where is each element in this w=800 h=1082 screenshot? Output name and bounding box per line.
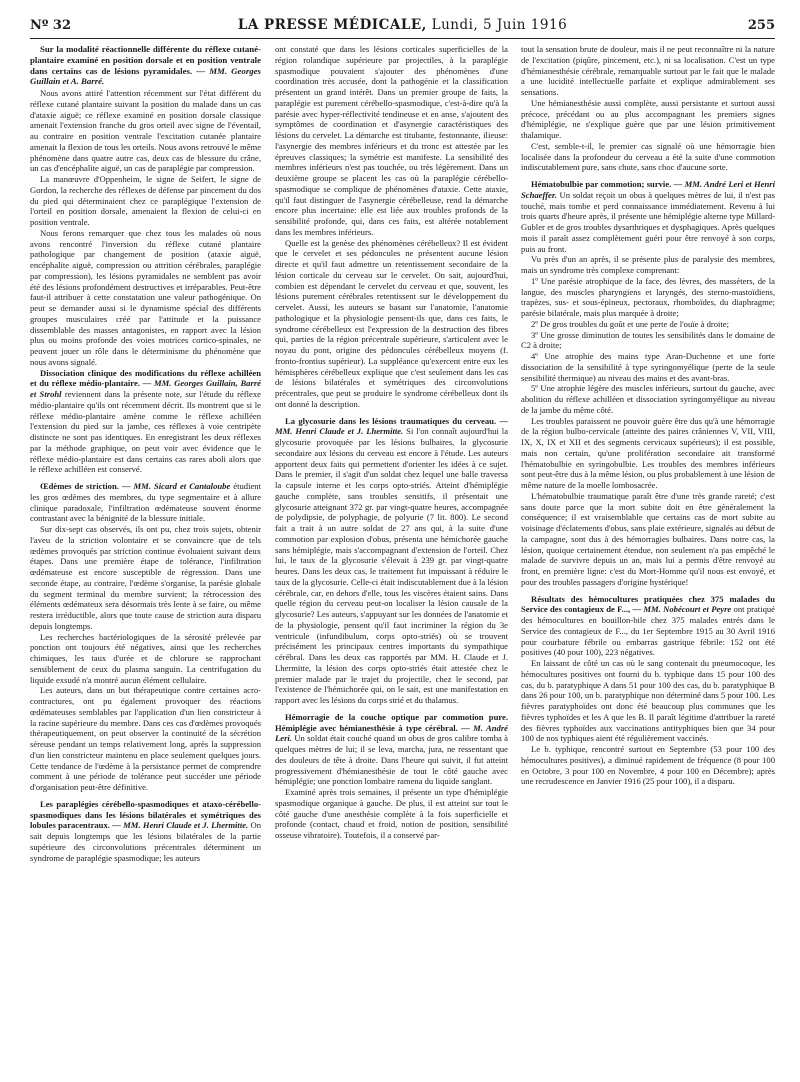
paragraph: L'hématobulbie traumatique paraît être d'une très grande rareté; c'est sans doute parce que la mort subite doit en être généralement la conséquence; il est vraisemblable que certains cas de mort subite au voisinage d'éclatements d'obus, sans plaie extérieure, signalés au début de la campagne, sont dus à des hémorragies bulbaires. Dans notre cas, la lésion, quoique certainement étendue, non seulement n'a pas empêché le malade de survivre depuis un an, mais lui a permis d'être renvoyé au front, en première ligne: c'est du Mort-Homme qu'il nous est envoyé, et pour des troubles passagers d'origine hystérique! bbox=[521, 490, 775, 587]
article-authors: MM. Georges Guillain, Barré et Strohl bbox=[30, 378, 261, 399]
list-item: 5º Une atrophie légère des muscles inférieurs, surtout du gauche, avec abolition du réflexe achilléen et dissociation syringomyélique au niveau de la jambe du même côté. bbox=[521, 383, 775, 415]
paragraph: Nous avons attiré l'attention récemment sur l'état différent du réflexe cutané plantaire suivant la position du malade dans un cas d'ataxie aiguë; ce réflexe examiné en position dorsale classique amenait l'extension franche du gros orteil avec signe de l'éventail, au contraire en position ventrale l'excitation cutanée plantaire amenait la flexion de tous les orteils. Nous avons retrouvé le même phénomène dans quatre autre cas, deux cas de blessure du crâne, un cas d'encéphalite aiguë, un cas de paraplégie par compression. bbox=[30, 88, 261, 174]
paragraph: En laissant de côté un cas où le sang contenait du pneumocoque, les hémocultures positives ont fourni du b. typhique dans 15 pour 100 des cas, du b. paratyphique A dans 51 pour 100 des cas, du b. paratyphique B dans 26 pour 100, un b. paratyphique non déterminé dans 5 pour 100. Les fièvres paratyphoïdes ont donc été beaucoup plus communes que les fièvres typhoïdes et les A que les B. Il paraît légitime d'attribuer la rareté des fièvres typhoïdes aux vaccinations antityphiques bien que 34 pour 100 de nos typhiques aient été régulièrement vaccinés. bbox=[521, 658, 775, 744]
article-lead-paragraph bbox=[521, 179, 775, 254]
article-lead-paragraph bbox=[30, 799, 261, 864]
page-header bbox=[30, 16, 775, 39]
running-title bbox=[30, 17, 775, 33]
paragraph-text: Si l'on connaît aujourd'hui la glycosurie provoquée par les lésions bulbaires, la glycosurie secondaire aux lésions du cerveau est encore à l'étude. Les auteurs apportent deux faits qui permettent d'orienter les idées à ce sujet. Dans le premier, il s'agit d'un soldat chez lequel une balle traversa la capsule interne et les corps opto-striés. Atteint d'hémiplégie gauche complète, sans troubles sensitifs, il présentait une glycosurie atteignant 372 gr. par vingt-quatre heures, accompagnée de polydipsie, de polyphagie, de polyurie (7 lit. 800). Le second fait a trait à un autre soldat de 27 ans qui, à la suite d'une commotion par explosion d'obus, présenta une hémichorée gauche sans hémiplégie, mais s'accompagnant d'extension de l'orteil. Chez lui, le taux de la glycosurie s'élevait à 239 gr. par vingt-quatre heures. Dans les deux cas, le traitement fut impuissant à réduire le taux de la glycosurie. Celle-ci était indiscutablement due à la lésion cérébrale, car, en dehors d'elle, tous les viscères étaient sains. Dans quelle région du cerveau peut-on localiser la lésion causale de la glycosurie? Les auteurs, s'appuyant sur les données de l'anatomie et de la physiologie, pensent qu'il faut incriminer la région du 3e ventricule (infundibulum, corps opto-striés) où se trouvent précisément les principaux centres importants du sympathique cérébral. Dans les deux cas rapportés par MM. H. Claude et J. Lhermitte, la lésion des corps opto-striés était attestée chez le premier malade par le trajet du projectile, chez le second, par l'existence de l'hémichorée qui, on le sait, est une manifestation en rapport avec les lésions du corps strié et du thalamus. bbox=[275, 426, 508, 705]
paragraph-text: Un soldat reçoit un obus à quelques mètres de lui, il n'est pas touché, mais tombe et perd connaissance immédiatement. Revenu à lui trois quarts d'heure après, il présente une hémiplégie alterne type Millard-Gubler et de gros troubles dysarthriques et dysphagiques. Après quelques mois il paraît assez complètement guéri pour être renvoyé à son corps, puis au front. bbox=[521, 189, 775, 254]
paragraph: Nous ferons remarquer que chez tous les malades où nous avons rencontré l'inversion du réflexe cutané plantaire pathologique par changement de position (ataxie aiguë, encéphalite aiguë, compression ou attrition cérébrales, paraplégie par compression), les lésions pyramidales ne semblent pas avoir été des lésions profondément destructives et irréparables. Peut-être faut-il attribuer à cette constatation une valeur pathogénique. On peut se demander aussi si le dynamisme spécial des différents groupes musculaires créé par l'attitude et la puissance dissemblable des masses antagonistes, en rapport avec la lésion plus ou moins profonde des voies motrices cortico-spinales, ne peuvent jouer un rôle dans le déterminisme du phénomène que nous avons signalé. bbox=[30, 227, 261, 367]
paragraph: Sur dix-sept cas observés, ils ont pu, chez trois sujets, obtenir l'aveu de la striction volontaire et se convaincre que de tels œdèmes provoqués par striction continue évoluaient suivant deux étapes. Dans une première étape de tolérance, l'infiltration œdémateuse est encore susceptible de régression. Dans une seconde étape, au contraire, l'œdème s'organise, la parésie globale du segment terminal du membre survient; la rétrocession des éléments œdémateux sera désormais très lente à se faire, ou même restera irréductible, alors que toute cause de striction aura disparu depuis longtemps. bbox=[30, 524, 261, 631]
journal-name: LA PRESSE MÉDICALE, bbox=[237, 17, 427, 33]
paragraph: Une hémianesthésie aussi complète, aussi persistante et surtout aussi précoce, précédant ou au plus accompagnant les premiers signes d'hémiplégie, ne s'explique guère que par une lésion primitivement thalamique. bbox=[521, 97, 775, 140]
article-authors: MM. Nobécourt et Peyre bbox=[643, 604, 732, 615]
paragraph-text: On sait depuis longtemps que les lésions bilatérales de la partie supérieure des circonvolutions précentrales déterminent un syndrome de paraplégie spasmodique; les auteurs bbox=[30, 820, 261, 863]
column-3 bbox=[521, 44, 775, 1074]
issue-date: Lundi, 5 Juin 1916 bbox=[431, 17, 568, 33]
list-item: 1º Une parésie atrophique de la face, des lèvres, des masséters, de la langue, des muscles pharyngiens et laryngés, des sterno-mastoïdiens, trapèzes, sus- et sous-épineux, pectoraux, rhomboïdes, du diaphragme; parésie bilatérale, mais plus marquée à droite; bbox=[521, 275, 775, 318]
article-authors: MM. André Leri et Henri Schaeffer. bbox=[521, 179, 775, 200]
article-lead-paragraph bbox=[30, 481, 261, 524]
paragraph-text: ont pratiqué des hémocultures en bouillon-bile chez 375 malades entrés dans le Service des contagieux de F..., du 1er Septembre 1915 au 30 Avril 1916 pour courbature fébrile ou embarras gastrique fébrile: 152 ont été positives (40 pour 100), 223 négatives. bbox=[521, 604, 775, 658]
list-item: 2º De gros troubles du goût et une perte de l'ouïe à droite; bbox=[531, 318, 729, 329]
column-1 bbox=[30, 44, 261, 1074]
paragraph: Les troubles paraissent ne pouvoir guère être dus qu'à une hémorragie de la région bulbo-cervicale (atteinte des paires crâniennes V, VII, VIII, IX, X, IX et XII et des segments cervicaux supérieurs); il est possible, mais non certain, qu'une prolifération secondaire ait transformé l'hématobulbie en syringobulbie. Les troubles des membres inférieurs sont peut-être dus à la même lésion, ou plus probablement à une lésion de même nature de la moelle lombosacrée. bbox=[521, 415, 775, 490]
page-number: 255 bbox=[747, 18, 775, 33]
paragraph: tout la sensation brute de douleur, mais il ne peut reconnaître ni la nature de l'excitation (piqûre, pincement, etc.), ni sa localisation. C'est un type d'hémianesthésie cérébrale, remarquable surtout par le fait que le malade a une lucidité intellectuelle parfaite et explique admirablement ses sensations. bbox=[521, 44, 775, 97]
article-authors: MM. Henri Claude et J. Lhermitte. bbox=[275, 426, 404, 437]
article-title: Hématobulbie par commotion; survie. — bbox=[531, 179, 685, 189]
paragraph-text: reviennent dans la présente note, sur l'étude du réflexe médio-plantaire qu'ils ont récemment décrit. Ils montrent que si le réflexe médio-plantaire amène comme le réflexe achilléen l'extension du pied sur la jambe, ces réflexes à voie centripète distincte ne sont pas identiques. En enregistrant les deux réflexes par la méthode graphique, on peut voir avec évidence que le réflexe médio-plantaire est dans certains cas rares aboli alors que le réflexe achilléen est conservé. bbox=[30, 389, 261, 475]
list-item: 4º Une atrophie des mains type Aran-Duchenne et une forte dissociation de la sensibilité à type syringomyélique (perte de la seule sensibilité thermique) au niveau des mains et des avant-bras. bbox=[521, 351, 775, 383]
article-authors: MM. Georges Guillain et A. Barré. bbox=[30, 65, 261, 87]
article-heading bbox=[30, 44, 261, 87]
article-title: Les paraplégies cérébello-spasmodiques et ataxo-cérébello-spasmodiques dans les lésions bilatérales et symétriques des lobules paracentraux. — bbox=[30, 798, 261, 831]
paragraph: Examiné après trois semaines, il présente un type d'hémiplégie spasmodique organique à gauche. De plus, il est atteint sur tout le côté gauche d'une anesthésie complète à la fois superficielle et profonde (contact, chaud et froid, notion de position, sensibilité osseuse vibratoire). Toutefois, il a conservé par- bbox=[275, 787, 508, 840]
article-title: Hémorragie de la couche optique par commotion pure. Hémiplégie avec hémianesthésie à type cérébral. — bbox=[275, 711, 508, 733]
article-lead-paragraph bbox=[521, 594, 775, 659]
article-title: Sur la modalité réactionnelle différente du réflexe cutané-plantaire examiné en position dorsale et en position ventrale dans certains cas de lésions pyramidales. — bbox=[30, 44, 261, 76]
paragraph: Le b. typhique, rencontré surtout en Septembre (53 pour 100 des hémocultures positives), a diminué rapidement de fréquence (8 pour 100 en Octobre, 3 pour 100 en Novembre, 4 pour 100 en Décembre); après une recrudescence en Janvier 1916 (25 pour 100), il a disparu. bbox=[521, 744, 775, 787]
paragraph: Les recherches bactériologiques de la sérosité prélevée par ponction ont toujours été négatives, ainsi que les recherches chimiques, les taux d'urée et de chlorure se rapprochant sensiblement de ceux du plasma sanguin. La centrifugation du liquide exsudé n'a montré aucun élément cellulaire. bbox=[30, 631, 261, 685]
paragraph-text: étudient les gros œdèmes des membres, du type segmentaire et à allure clinique paradoxale, l'infiltration œdémateuse souvent énorme contrastant avec la bénignité de la blessure initiale. bbox=[30, 481, 261, 524]
column-2 bbox=[275, 44, 508, 1074]
article-title: Résultats des hémocultures pratiquées chez 375 malades du Service des contagieux de F..., — bbox=[521, 593, 775, 615]
article-authors: MM. Sicard et Cantaloube bbox=[133, 481, 231, 491]
article-lead-paragraph bbox=[275, 712, 508, 787]
article-authors: M. André Leri. bbox=[275, 722, 508, 744]
article-lead-paragraph bbox=[30, 368, 261, 476]
paragraph: ont constaté que dans les lésions corticales superficielles de la région rolandique supérieure par projectiles, à la paraplégie spasmodique pouvaient s'ajouter des phénomènes d'une coordination très accusée, dont la pathogénie et la classification présentent un grand intérêt. Dans un premier groupe de faits, la paraplégie est purement cérébello-spasmodique, c'est-à-dire qu'à la parésie avec hyper-réflectivité tendineuse et en anse, s'ajoutent des symptômes de coordination et d'asynergie caractéristiques des lésions du cervelet. La démarche est titubante, festonnante, ilieuse: l'asynergie des membres inférieurs et du tronc est attestée par les épreuves classiques; la symétrie est manifeste. La sensibilité des membres inférieurs n'est pas touchée, ou très légèrement. Dans un deuxième groupe se placent les cas où la paraplégie cérébello-spasmodique se complique de phénomènes d'ataxie. Cette ataxie, qu'il faut distinguer de l'asynergie cérébelleuse, rend la démarche encore plus incertaine: elle est liée aux troubles profonds de la sensibilité profonde, qui, dans ces faits, est altérée notablement dans les membres inférieurs. bbox=[275, 44, 508, 237]
paragraph: La manœuvre d'Oppenheim, le signe de Seifert, le signe de Gordon, la recherche des réflexes de défense par pincement du dos du pied qui déterminaient chez ce paraplégique l'extension de l'orteil en position dorsale, amenaient la flexion de celui-ci en position ventrale. bbox=[30, 174, 261, 227]
article-title: Œdèmes de striction. — bbox=[40, 481, 134, 491]
paragraph: Quelle est la genèse des phénomènes cérébelleux? Il est évident que le cervelet et ses pédoncules ne présentent aucune lésion directe et qu'il faut admettre un retentissement secondaire de la lésion corticale du cerveau sur le cervelet. On sait, aujourd'hui, combien est dépendant le cervelet du cerveau et que, souvent, les lésions purement cérébrales retentissent sur le développement du cervelet. Aussi, les auteurs se basant sur l'anatomie, l'anatomie pathologique et la physiologie pensent-ils que, dans ces faits, le syndrome cérébelleux est l'expression de la destruction des fibres qui, parties de la région précentrale supérieure, s'articulent avec le noyau du pont, origine des pédoncules cérébelleux moyens (f. fronto-frontius supérieur). La suppléance qu'exercent entre eux les hémisphères cérébelleux explique que c'est seulement dans les cas de lésions bilatérales et symétriques des circonvolutions précentrales, que peut se produire le syndrome cérébelleux dont ils ont donné la description. bbox=[275, 237, 508, 409]
paragraph: C'est, semble-t-il, le premier cas signalé où une hémorragie bien localisée dans la profondeur du cerveau a été la suite d'une commotion indiscutablement pure, sans chute, sans choc d'aucune sorte. bbox=[521, 140, 775, 173]
paragraph: Vu près d'un an après, il se présente plus de paralysie des membres, mais un syndrome très complexe comprenant: bbox=[521, 254, 775, 275]
article-lead-paragraph bbox=[275, 416, 508, 706]
issue-number: Nº 32 bbox=[30, 18, 71, 33]
article-title: Dissociation clinique des modifications du réflexe achilléen et du réflexe médio-plantaire. — bbox=[30, 367, 261, 389]
paragraph-text: Un soldat était couché quand un obus de gros calibre tomba à quelques mètres de lui; il se leva, marcha, jura, ne ressentant que des douleurs de tête à droite. Dans l'heure qui suivit, il fut atteint progressivement d'hémianesthésie de tout le côté gauche avec hémiplégie; une ponction lombaire ramena du liquide sanglant. bbox=[275, 733, 508, 787]
article-authors: MM. Henri Claude et J. Lhermitte. bbox=[123, 820, 249, 831]
article-title: La glycosurie dans les lésions traumatiques du cerveau. — bbox=[285, 415, 508, 426]
paragraph: Les auteurs, dans un but thérapeutique contre certaines acro-contractures, ont pu également provoquer des réactions œdémateuses semblables par l'application d'un lien constricteur à la racine supérieure du membre. Dans ces cas d'œdèmes provoqués thérapeutiquement, on peut observer la continuité de la sécrétion séreuse pendant un temps relativement long, après la suppression d'un lien constricteur maintenu en place seulement quelques jours. Cette tendance de l'œdème à la persistance permet de comprendre comment à une période de tolérance peut succéder une période d'organisation peut-être définitive. bbox=[30, 685, 261, 792]
list-item: 3º Une grosse diminution de toutes les sensibilités dans le domaine de C2 à droite; bbox=[521, 329, 775, 351]
